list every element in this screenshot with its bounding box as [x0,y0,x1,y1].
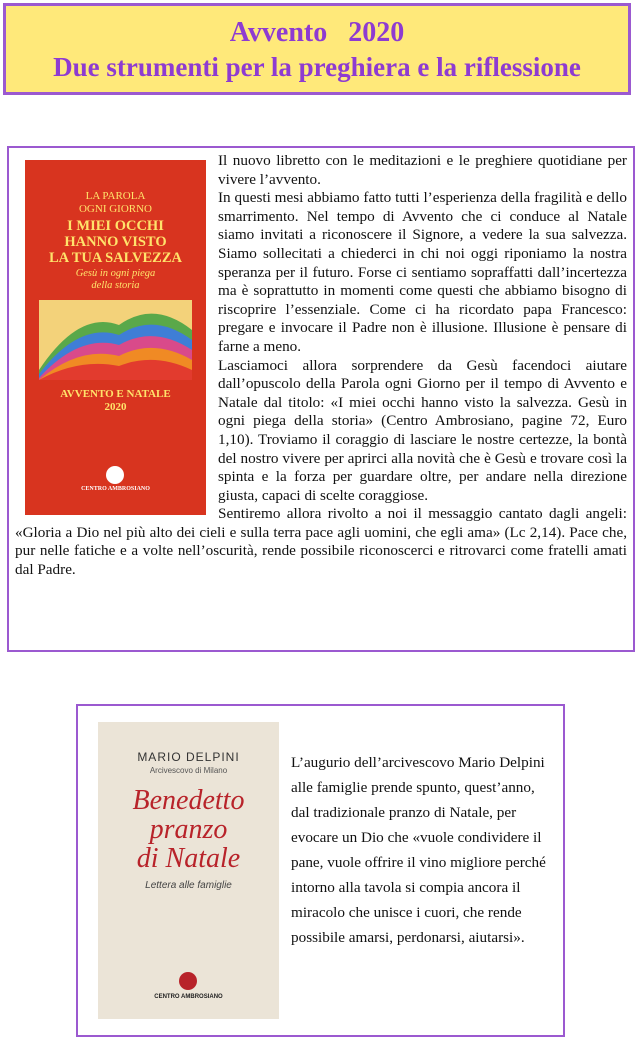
article-box-booklet [7,146,635,652]
paragraph: Lasciamoci allora sorprendere da Gesù facendoci aiutare dall’opuscolo della Parola ogni Giorno per il tempo di Avvento e Natale dal titolo: «I miei occhi hanno visto la salvezza. Gesù in ogni piega della storia» (Centro Ambrosiano, pagine 72, Euro 1,10). Troviamo il coraggio di lasciare le nostre certezze, la bontà del nostro vivere per aprirci alla novità che è Gesù e trovare così la spinta e la forza per guardare oltre, per andare nella direzione giusta, capaci di scelte coraggiose. [218,356,627,504]
cover-author: MARIO DELPINI [137,750,240,764]
cover-subtitle: Lettera alle famiglie [145,880,232,891]
header-title: Avvento 2020 [229,17,405,48]
publisher-logo-icon [106,466,124,484]
cover-series: LA PAROLA OGNI GIORNO [78,190,153,215]
cover-title: I MIEI OCCHI HANNO VISTO LA TUA SALVEZZA [49,218,182,266]
page-header [3,3,631,95]
publisher-logo-icon [179,972,197,990]
paragraph: In questi mesi abbiamo fatto tutti l’esperienza della fragilità e dello smarrimento. Nel tempo di Avvento che ci conduce al Natale siamo invitati a riconoscere il Signore, a vedere la sua salvezza. Siamo sollecitati a chiederci in chi noi oggi riponiamo la nostra speranza per il futuro. Forse ci sentiamo sopraffatti dall’incertezza ma è soprattutto in momenti come questi che abbiamo bisogno di riscoprire l’essenziale. Come ci ha ricordato papa Francesco: pregare e invocare il Padre non è illusione. Illusione è pensare di farne a meno. [218,189,627,355]
article-box-letter [76,704,565,1037]
cover-season: AVVENTO E NATALE 2020 [60,388,171,413]
paragraph: Il nuovo libretto con le meditazioni e le preghiere quotidiane per vivere l’avvento. [218,152,627,188]
cover-publisher: CENTRO AMBROSIANO [81,486,150,492]
header-subtitle: Due strumenti per la preghiera e la riflessione [53,52,581,82]
cover-title: Benedetto pranzo di Natale [132,785,245,874]
cover-subtitle: Gesù in ogni piega della storia [75,268,156,291]
booklet-cover-image [25,160,206,515]
paragraph: Sentiremo allora rivolto a noi il messaggio cantato dagli angeli: «Gloria a Dio nel più alto dei cieli e sulla terra pace agli uomini, che egli ama» (Lc 2,14). Pace che, pur nelle fatiche e a volte nell’oscurità, rende possibile riconoscerci e ritrovarci come fratelli amati dal Padre. [15,505,627,579]
cover-author-role: Arcivescovo di Milano [149,766,228,775]
rainbow-mountain-illustration [39,300,192,380]
letter-description: L’augurio dell’arcivescovo Mario Delpini alle famiglie prende spunto, quest’anno, dal tradizionale pranzo di Natale, per evocare un Dio che «vuole condividere il pane, vuole offrire il vino migliore perché intorno alla tavola si compia ancora il miracolo che unisce i cuori, che rende possibile amarsi, perdonarsi, aiutarsi». [291,754,546,946]
letter-cover-image [98,722,279,1019]
cover-publisher: CENTRO AMBROSIANO [154,994,223,1000]
